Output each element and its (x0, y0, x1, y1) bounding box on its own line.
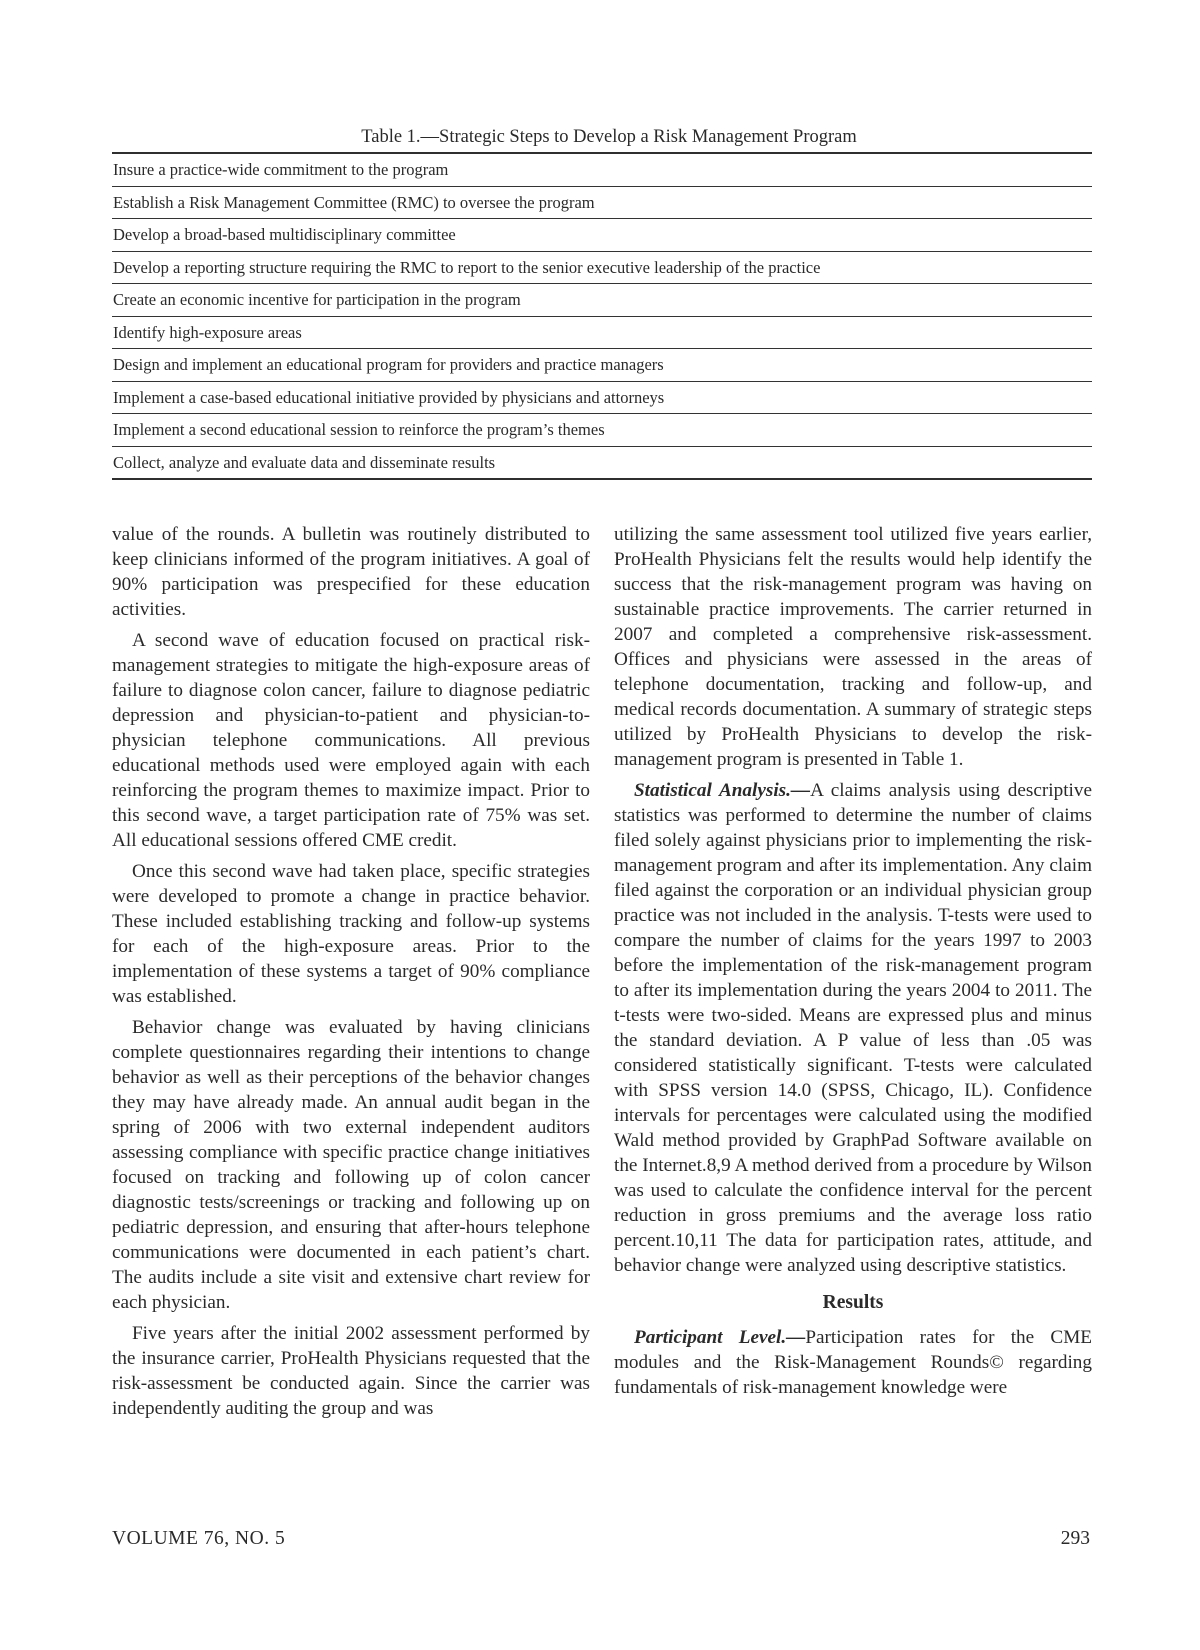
left-column (112, 522, 590, 1427)
right-column (614, 522, 1092, 1406)
table-row: Identify high-exposure areas (112, 317, 1092, 350)
table-1 (112, 126, 1092, 480)
table-row: Collect, analyze and evaluate data and disseminate results (112, 447, 1092, 481)
body-paragraph: Five years after the initial 2002 assessment performed by the insurance carrier, ProHealth Physicians requested that the risk-assessment be conducted again. Since the carrier was independently auditing the group and was (112, 1323, 590, 1419)
statistical-analysis-paragraph (614, 778, 1092, 1278)
table-row: Implement a second educational session to reinforce the program’s themes (112, 414, 1092, 447)
body-paragraph: Behavior change was evaluated by having clinicians complete questionnaires regarding their intentions to change behavior as well as their perceptions of the behavior changes they may have already made. An annual audit began in the spring of 2006 with two external independent auditors assessing compliance with specific practice change initiatives focused on tracking and following up of colon cancer diagnostic tests/screenings or tracking and following up on pediatric depression, and ensuring that after-hours telephone communications were documented in each patient’s chart. The audits include a site visit and extensive chart review for each physician. (112, 1017, 590, 1313)
statistical-analysis-heading: Statistical Analysis.— (634, 780, 811, 801)
strategic-steps-list (112, 152, 1092, 480)
body-paragraph: A second wave of education focused on practical risk-management strategies to mitigate the high-exposure areas of failure to diagnose colon cancer, failure to diagnose pediatric depression and physician-to-patient and physician-to-physician telephone communications. All previous educational methods used were employed again with each reinforcing the program themes to maximize impact. Prior to this second wave, a target participation rate of 75% was set. All educational sessions offered CME credit. (112, 630, 590, 851)
table-row: Create an economic incentive for participation in the program (112, 284, 1092, 317)
statistical-analysis-body: A claims analysis using descriptive statistics was performed to determine the number of claims filed solely against physicians prior to implementing the risk-management program and after its implementation. Any claim filed against the corporation or an individual physician group practice was not included in the analysis. T-tests were used to compare the number of claims for the years 1997 to 2003 before the implementation of the risk-management program to after its implementation during the years 2004 to 2011. The t-tests were two-sided. Means are expressed plus and minus the standard deviation. A P value of less than .05 was considered statistically significant. T-tests were calculated with SPSS version 14.0 (SPSS, Chicago, IL). Confidence intervals for percentages were calculated using the modified Wald method provided by GraphPad Software available on the Internet.8,9 A method derived from a procedure by Wilson was used to calculate the confidence interval for the percent reduction in gross premiums and the average loss ratio percent.10,11 The data for participation rates, attitude, and behavior change were analyzed using descriptive statistics. (614, 780, 1092, 1276)
page-number: 293 (1060, 1528, 1090, 1549)
body-paragraph: value of the rounds. A bulletin was routinely distributed to keep clinicians informed of the program initiatives. A goal of 90% participation was prespecified for these education activities. (112, 524, 590, 620)
body-paragraph: utilizing the same assessment tool utilized five years earlier, ProHealth Physicians felt the results would help identify the success that the risk-management program was having on sustainable practice improvements. The carrier returned in 2007 and completed a comprehensive risk-assessment. Offices and physicians were assessed in the areas of telephone documentation, tracking and follow-up, and medical records documentation. A summary of strategic steps utilized by ProHealth Physicians to develop the risk-management program is presented in Table 1. (614, 524, 1092, 770)
participant-level-heading: Participant Level.— (634, 1327, 806, 1348)
table-row: Implement a case-based educational initiative provided by physicians and attorneys (112, 382, 1092, 415)
table-row: Develop a broad-based multidisciplinary committee (112, 219, 1092, 252)
journal-volume: VOLUME 76, NO. 5 (112, 1528, 286, 1549)
table-row: Design and implement an educational program for providers and practice managers (112, 349, 1092, 382)
results-heading: Results (822, 1292, 884, 1313)
table-caption: Table 1.—Strategic Steps to Develop a Risk Management Program (361, 127, 857, 147)
body-paragraph: Once this second wave had taken place, specific strategies were developed to promote a change in practice behavior. These included establishing tracking and follow-up systems for each of the high-exposure areas. Prior to the implementation of these systems a target of 90% compliance was established. (112, 861, 590, 1007)
table-row: Establish a Risk Management Committee (RMC) to oversee the program (112, 187, 1092, 220)
participant-level-body: Participation rates for the CME modules and the Risk-Management Rounds© regarding fundamentals of risk-management knowledge were (614, 1327, 1092, 1398)
table-row: Develop a reporting structure requiring the RMC to report to the senior executive leadership of the practice (112, 252, 1092, 285)
table-row: Insure a practice-wide commitment to the program (112, 154, 1092, 187)
participant-level-paragraph (614, 1325, 1092, 1400)
